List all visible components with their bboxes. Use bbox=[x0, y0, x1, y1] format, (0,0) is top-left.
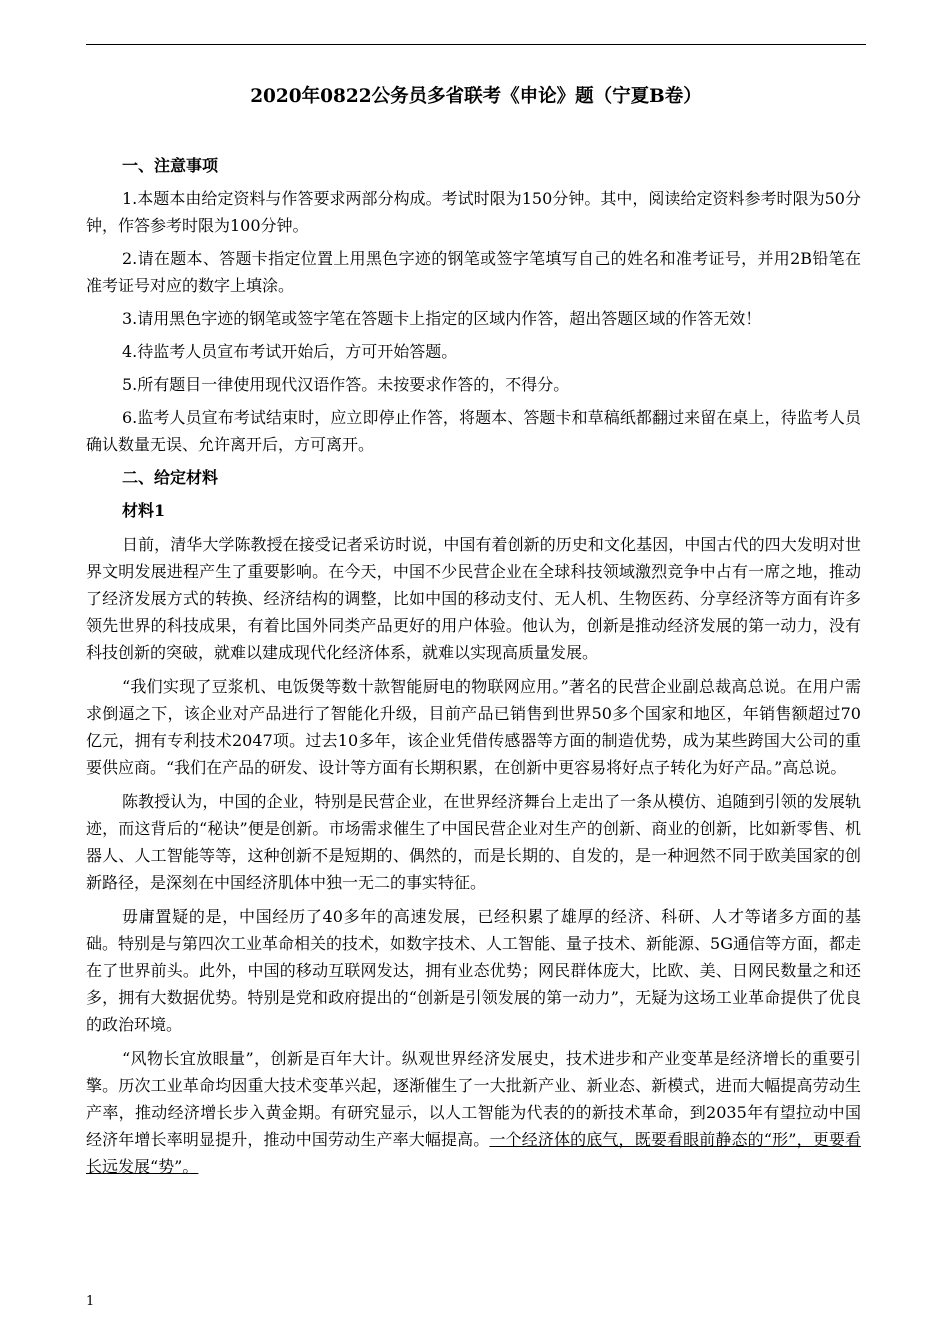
material-title: 材料1 bbox=[122, 501, 166, 520]
material-paragraph-last bbox=[86, 1045, 861, 1180]
note-item: 3.请用黑色字迹的钢笔或签字笔在答题卡上指定的区域内作答，超出答题区域的作答无效！ bbox=[122, 309, 762, 328]
page-title: 2020年0822公务员多省联考《申论》题（宁夏B卷） bbox=[250, 86, 702, 107]
note-item: 6.监考人员宣布考试结束时，应立即停止作答，将题本、答题卡和草稿纸都翻过来留在桌上，待监考人员确认数量无误、允许离开后，方可离开。 bbox=[86, 408, 861, 454]
material-paragraph: 陈教授认为，中国的企业，特别是民营企业，在世界经济舞台上走出了一条从模仿、追随到引领的发展轨迹，而这背后的“秘诀”便是创新。市场需求催生了中国民营企业对生产的创新、商业的创新，比如新零售、机器人、人工智能等等，这种创新不是短期的、偶然的，而是长期的、自发的，是一种迥然不同于欧美国家的创新路径，是深刻在中国经济肌体中独一无二的事实特征。 bbox=[86, 792, 861, 892]
paragraph-text: “风物长宜放眼量”，创新是百年大计。纵观世界经济发展史，技术进步和产业变革是经济增长的重要引擎。历次工业革命均因重大技术变革兴起，逐渐催生了一大批新产业、新业态、新模式，进而大幅提高劳动生产率，推动经济增长步入黄金期。有研究显示，以人工智能为代表的的新技术革命，到2035年有望拉动中国经济年增长率明显提升，推动中国劳动生产率大幅提高。 bbox=[86, 1049, 861, 1149]
material-paragraph: 日前，清华大学陈教授在接受记者采访时说，中国有着创新的历史和文化基因，中国古代的四大发明对世界文明发展进程产生了重要影响。在今天，中国不少民营企业在全球科技领域激烈竞争中占有一席之地，推动了经济发展方式的转换、经济结构的调整，比如中国的移动支付、无人机、生物医药、分享经济等方面有许多领先世界的科技成果，有着比国外同类产品更好的用户体验。他认为，创新是推动经济发展的第一动力，没有科技创新的突破，就难以建成现代化经济体系，就难以实现高质量发展。 bbox=[86, 535, 861, 662]
top-rule bbox=[86, 44, 866, 45]
underlined-sentence: 一个经济体的底气，既要看眼前静态的“形”，更要看长远发展“势”。 bbox=[86, 1130, 861, 1176]
page-number: 1 bbox=[86, 1294, 95, 1309]
section-heading-materials: 二、给定材料 bbox=[122, 468, 219, 487]
material-paragraph: “我们实现了豆浆机、电饭煲等数十款智能厨电的物联网应用。”著名的民营企业副总裁高总说。在用户需求倒逼之下，该企业对产品进行了智能化升级，目前产品已销售到世界50多个国家和地区，年销售额超过70亿元，拥有专利技术2047项。过去10多年，该企业凭借传感器等方面的制造优势，成为某些跨国大公司的重要供应商。“我们在产品的研发、设计等方面有长期积累，在创新中更容易将好点子转化为好产品。”高总说。 bbox=[86, 677, 861, 777]
material-paragraph: 毋庸置疑的是，中国经历了40多年的高速发展，已经积累了雄厚的经济、科研、人才等诸多方面的基础。特别是与第四次工业革命相关的技术，如数字技术、人工智能、量子技术、新能源、5G通信等方面，都走在了世界前头。此外，中国的移动互联网发达，拥有业态优势；网民群体庞大，比欧、美、日网民数量之和还多，拥有大数据优势。特别是党和政府提出的“创新是引领发展的第一动力”，无疑为这场工业革命提供了优良的政治环境。 bbox=[86, 907, 861, 1034]
document-body bbox=[86, 152, 861, 1187]
section-heading-notes: 一、注意事项 bbox=[122, 156, 219, 175]
note-item: 5.所有题目一律使用现代汉语作答。未按要求作答的，不得分。 bbox=[122, 375, 570, 394]
note-item: 2.请在题本、答题卡指定位置上用黑色字迹的钢笔或签字笔填写自己的姓名和准考证号，并用2B铅笔在准考证号对应的数字上填涂。 bbox=[86, 249, 861, 295]
note-item: 4.待监考人员宣布考试开始后，方可开始答题。 bbox=[122, 342, 458, 361]
note-item: 1.本题本由给定资料与作答要求两部分构成。考试时限为150分钟。其中，阅读给定资料参考时限为50分钟，作答参考时限为100分钟。 bbox=[86, 189, 861, 235]
